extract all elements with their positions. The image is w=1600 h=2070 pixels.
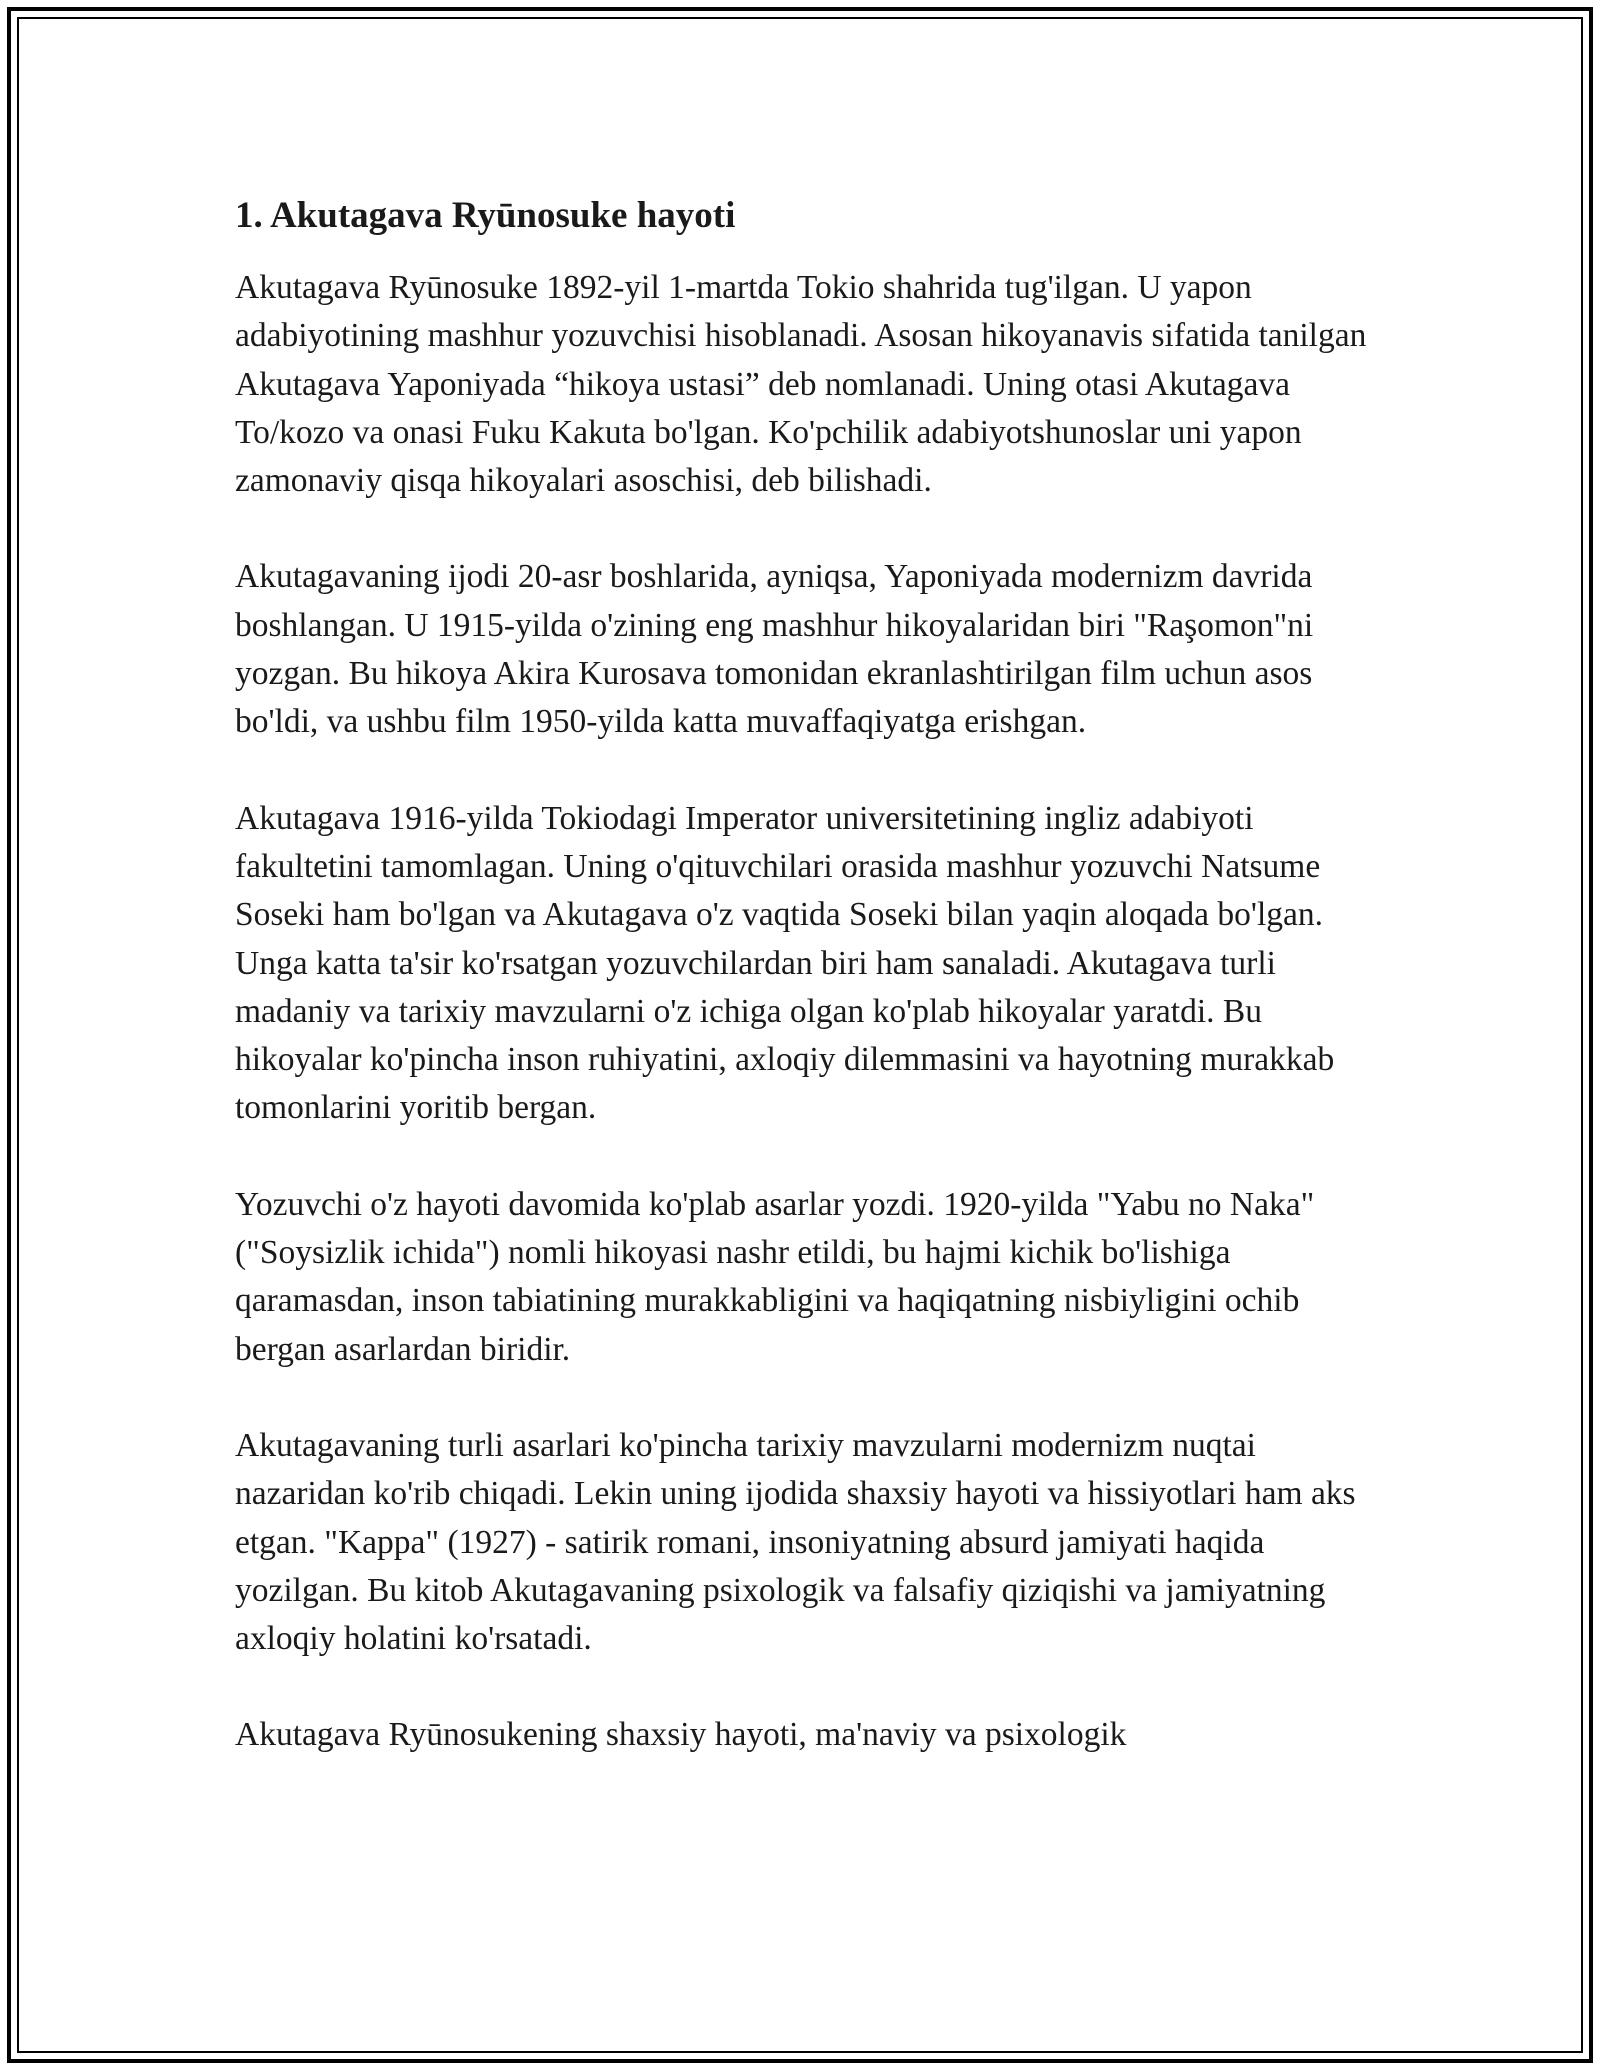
paragraph-2: Akutagavaning ijodi 20-asr boshlarida, ayniqsa, Yaponiyada modernizm davrida boshlangan. U 1915-yilda o'zining eng mashhur hikoyalaridan biri "Raşomon"ni yozgan. Bu hikoya Akira Kurosava tomonidan ekranlashtirilgan film uchun asos bo'ldi, va ushbu film 1950-yilda katta muvaffaqiyatga erishgan. xyxy=(235,558,1314,741)
paragraph-6: Akutagava Ryūnosukening shaxsiy hayoti, ma'naviy va psixologik xyxy=(235,1716,1127,1754)
paragraph-3: Akutagava 1916-yilda Tokiodagi Imperator universitetining ingliz adabiyoti fakultetini tamomlagan. Uning o'qituvchilari orasida mashhur yozuvchi Natsume Soseki ham bo'lgan va Akutagava o'z vaqtida Soseki bilan yaqin aloqada bo'lgan. Unga katta ta'sir ko'rsatgan yozuvchilardan biri ham sanaladi. Akutagava turli madaniy va tarixiy mavzularni o'z ichiga olgan ko'plab hikoyalar yaratdi. Bu hikoyalar ko'pincha inson ruhiyatini, axloqiy dilemmasini va hayotning murakkab tomonlarini yoritib bergan. xyxy=(235,799,1335,1127)
paragraph-5: Akutagavaning turli asarlari ko'pincha tarixiy mavzularni modernizm nuqtai nazaridan ko'rib chiqadi. Lekin uning ijodida shaxsiy hayoti va hissiyotlari ham aks etgan. "Kappa" (1927) - satirik romani, insoniyatning absurd jamiyati haqida yozilgan. Bu kitob Akutagavaning psixologik va falsafiy qiziqishi va jamiyatning axloqiy holatini ko'rsatadi. xyxy=(235,1426,1356,1658)
paragraph-4: Yozuvchi o'z hayoti davomida ko'plab asarlar yozdi. 1920-yilda "Yabu no Naka" ("Soysizlik ichida") nomli hikoyasi nashr etildi, bu hajmi kichik bo'lishiga qaramasdan, inson tabiatining murakkabligini va haqiqatning nisbiyligini ochib bergan asarlardan biridir. xyxy=(235,1185,1315,1368)
section-heading: 1. Akutagava Ryūnosuke hayoti xyxy=(235,195,736,236)
paragraph-1: Akutagava Ryūnosuke 1892-yil 1-martda Tokio shahrida tug'ilgan. U yapon adabiyotining mashhur yozuvchisi hisoblanadi. Asosan hikoyanavis sifatida tanilgan Akutagava Yaponiyada “hikoya ustasi” deb nomlanadi. Uning otasi Akutagava To/kozo va onasi Fuku Kakuta bo'lgan. Ko'pchilik adabiyotshunoslar uni yapon zamonaviy qisqa hikoyalari asoschisi, deb bilishadi. xyxy=(235,269,1367,500)
document-body xyxy=(235,188,1385,1760)
